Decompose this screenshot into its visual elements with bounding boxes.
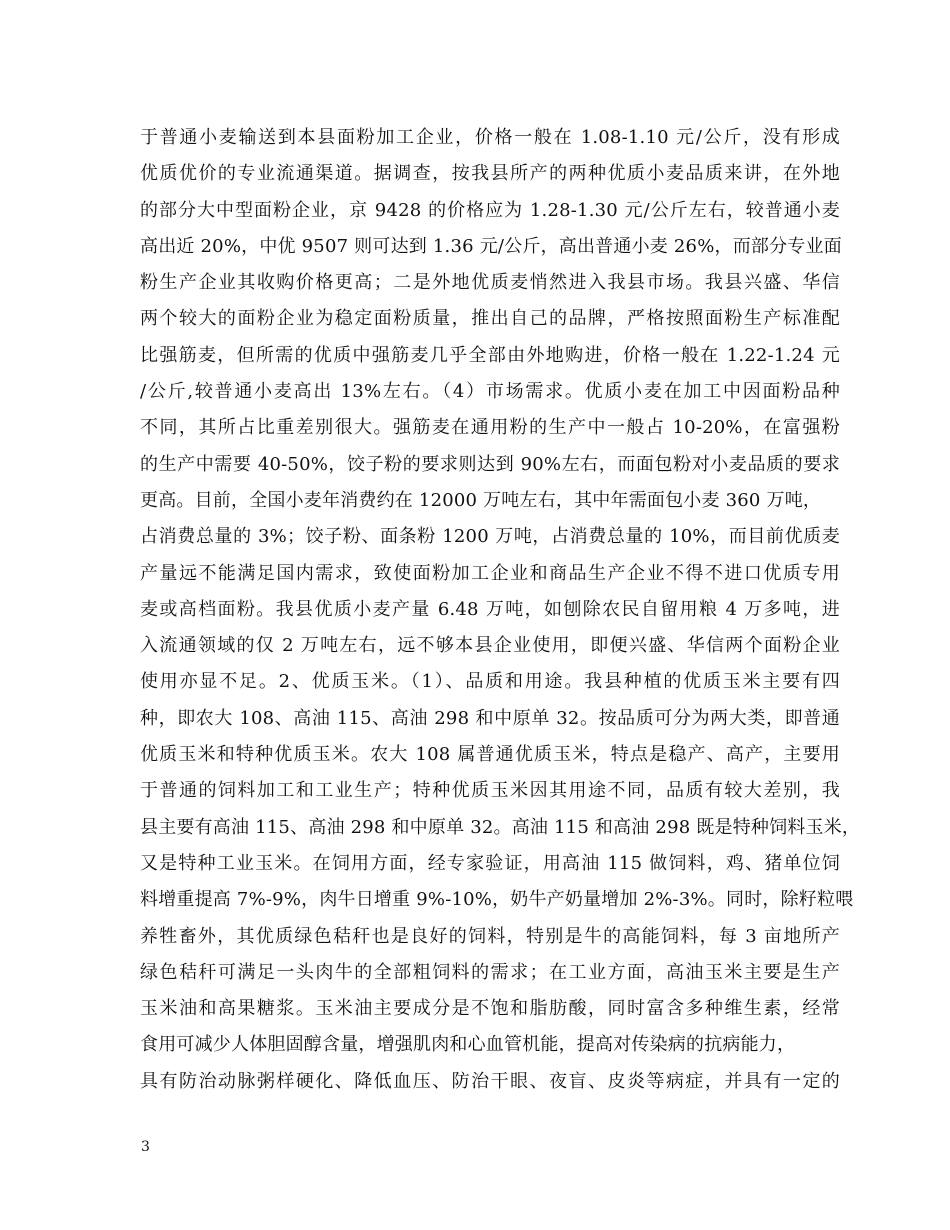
- text-line: 入流通领域的仅 2 万吨左右，远不够本县企业使用，即便兴盛、华信两个面粉企业: [140, 635, 840, 657]
- text-line: 麦或高档面粉。我县优质小麦产量 6.48 万吨，如刨除农民自留用粮 4 万多吨，进: [140, 598, 840, 620]
- text-line: 食用可减少人体胆固醇含量，增强肌肉和心血管机能，提高对传染病的抗病能力，: [140, 1034, 796, 1056]
- text-line: 粉生产企业其收购价格更高；二是外地优质麦悄然进入我县市场。我县兴盛、华信: [140, 272, 840, 294]
- body-text: [140, 120, 861, 1100]
- text-line: /公斤,较普通小麦高出 13%左右。（4）市场需求。优质小麦在加工中因面粉品种: [140, 381, 840, 403]
- text-line: 于普通的饲料加工和工业生产；特种优质玉米因其用途不同，品质有较大差别，我: [140, 780, 840, 802]
- text-line: 优质优价的专业流通渠道。据调查，按我县所产的两种优质小麦品质来讲，在外地: [140, 163, 840, 185]
- text-line: 使用亦显不足。2、优质玉米。（1）、品质和用途。我县种植的优质玉米主要有四: [140, 671, 840, 693]
- text-line: 两个较大的面粉企业为稳定面粉质量，推出自己的品牌，严格按照面粉生产标准配: [140, 308, 840, 330]
- text-line: 不同，其所占比重差别很大。强筋麦在通用粉的生产中一般占 10-20%，在富强粉: [140, 417, 840, 439]
- text-line: 玉米油和高果糖浆。玉米油主要成分是不饱和脂肪酸，同时富含多种维生素，经常: [140, 998, 840, 1020]
- page-number: 3: [141, 1139, 150, 1155]
- text-line: 具有防治动脉粥样硬化、降低血压、防治干眼、夜盲、皮炎等病症，并具有一定的: [140, 1070, 840, 1092]
- text-line: 更高。目前，全国小麦年消费约在 12000 万吨左右，其中年需面包小麦 360 万吨，: [140, 489, 822, 511]
- text-line: 于普通小麦输送到本县面粉加工企业，价格一般在 1.08-1.10 元/公斤，没有形成: [140, 127, 840, 148]
- text-line: 料增重提高 7%-9%，肉牛日增重 9%-10%，奶牛产奶量增加 2%-3%。同时，除籽粒喂: [140, 889, 854, 911]
- text-line: 高出近 20%，中优 9507 则可达到 1.36 元/公斤，高出普通小麦 26%，而部分专业面: [140, 235, 842, 257]
- text-line: 产量远不能满足国内需求，致使面粉加工企业和商品生产企业不得不进口优质专用: [140, 562, 840, 584]
- text-line: 占消费总量的 3%；饺子粉、面条粉 1200 万吨，占消费总量的 10%，而目前优质麦: [140, 526, 840, 548]
- text-line: 又是特种工业玉米。在饲用方面，经专家验证，用高油 115 做饲料，鸡、猪单位饲: [140, 852, 840, 874]
- text-line: 种，即农大 108、高油 115、高油 298 和中原单 32。按品质可分为两大类，即普通: [140, 707, 840, 729]
- text-line: 优质玉米和特种优质玉米。农大 108 属普通优质玉米，特点是稳产、高产，主要用: [140, 744, 840, 766]
- text-line: 的生产中需要 40-50%，饺子粉的要求则达到 90%左右，而面包粉对小麦品质的要求: [140, 453, 840, 475]
- text-line: 比强筋麦，但所需的优质中强筋麦几乎全部由外地购进，价格一般在 1.22-1.24 元: [140, 344, 840, 366]
- text-line: 养牲畜外，其优质绿色秸秆也是良好的饲料，特别是牛的高能饲料，每 3 亩地所产: [140, 925, 840, 947]
- text-line: 的部分大中型面粉企业，京 9428 的价格应为 1.28-1.30 元/公斤左右，较普通小麦: [140, 199, 840, 221]
- text-line: 绿色秸秆可满足一头肉牛的全部粗饲料的需求；在工业方面，高油玉米主要是生产: [140, 961, 840, 983]
- text-line: 县主要有高油 115、高油 298 和中原单 32。高油 115 和高油 298 既是特种饲料玉米，: [140, 816, 861, 838]
